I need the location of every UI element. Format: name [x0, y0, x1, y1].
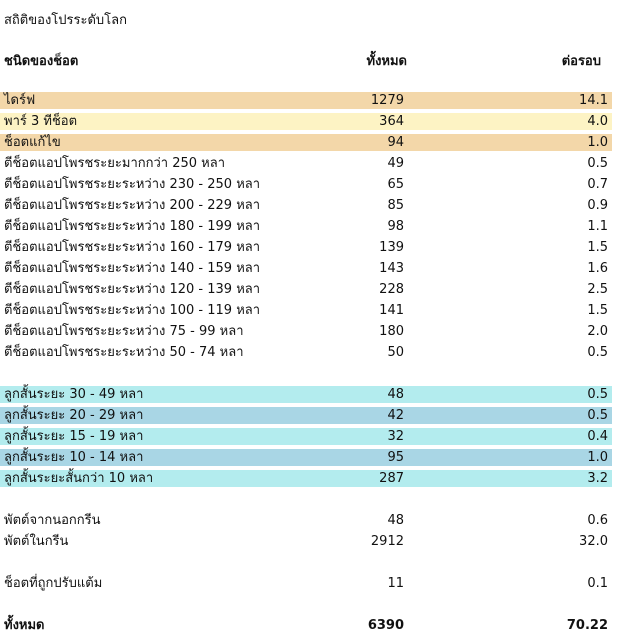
row-per-round: 0.5 [587, 387, 608, 402]
row-per-round: 1.0 [587, 135, 608, 150]
table-row [0, 113, 612, 130]
row-label: ตีช็อตแอปโพรชระยะระหว่าง 75 - 99 หลา [4, 324, 244, 339]
row-per-round: 1.1 [587, 219, 608, 234]
row-label: ลูกสั้นระยะ 15 - 19 หลา [4, 429, 144, 444]
header-total: ทั้งหมด [366, 54, 407, 69]
row-per-round: 1.6 [587, 261, 608, 276]
row-per-round: 0.5 [587, 345, 608, 360]
row-per-round: 1.5 [587, 240, 608, 255]
table-row [0, 344, 612, 361]
row-total: 2912 [370, 534, 404, 549]
table-row [0, 407, 612, 424]
row-per-round: 3.2 [587, 471, 608, 486]
total-count: 6390 [367, 618, 404, 633]
row-label: พัตต์ในกรีน [4, 534, 69, 549]
header-per-round: ต่อรอบ [561, 54, 601, 69]
row-total: 228 [379, 282, 404, 297]
row-per-round: 0.1 [587, 576, 608, 591]
row-per-round: 0.5 [587, 156, 608, 171]
table-row [0, 155, 612, 172]
row-per-round: 1.0 [587, 450, 608, 465]
table-row [0, 92, 612, 109]
total-label: ทั้งหมด [4, 618, 45, 633]
row-label: ช็อตที่ถูกปรับแต้ม [4, 576, 103, 591]
row-label: ลูกสั้นระยะ 30 - 49 หลา [4, 387, 144, 402]
row-label: ลูกสั้นระยะ 20 - 29 หลา [4, 408, 144, 423]
row-label: ช็อตแก้ไข [4, 135, 61, 150]
row-total: 143 [379, 261, 404, 276]
table-row [0, 239, 612, 256]
row-label: ไดร์ฟ [4, 93, 36, 108]
row-label: ตีช็อตแอปโพรชระยะระหว่าง 160 - 179 หลา [4, 240, 261, 255]
row-per-round: 0.5 [587, 408, 608, 423]
row-total: 48 [387, 513, 404, 528]
row-per-round: 0.4 [587, 429, 608, 444]
row-per-round: 0.7 [587, 177, 608, 192]
row-label: ตีช็อตแอปโพรชระยะระหว่าง 140 - 159 หลา [4, 261, 261, 276]
row-per-round: 32.0 [579, 534, 608, 549]
row-per-round: 1.5 [587, 303, 608, 318]
row-total: 50 [387, 345, 404, 360]
total-row [0, 617, 612, 634]
row-per-round: 2.5 [587, 282, 608, 297]
table-row [0, 281, 612, 298]
row-label: ตีช็อตแอปโพรชระยะระหว่าง 100 - 119 หลา [4, 303, 261, 318]
row-total: 94 [387, 135, 404, 150]
row-label: ตีช็อตแอปโพรชระยะระหว่าง 120 - 139 หลา [4, 282, 261, 297]
table-row [0, 512, 612, 529]
row-label: พาร์ 3 ทีช็อต [4, 114, 78, 129]
page-title: สถิติของโปรระดับโลก [4, 13, 127, 28]
row-per-round: 4.0 [587, 114, 608, 129]
table-row [0, 134, 612, 151]
row-per-round: 2.0 [587, 324, 608, 339]
row-total: 287 [379, 471, 404, 486]
row-label: ตีช็อตแอปโพรชระยะระหว่าง 50 - 74 หลา [4, 345, 244, 360]
row-label: พัตต์จากนอกกรีน [4, 513, 101, 528]
row-total: 141 [379, 303, 404, 318]
table-row [0, 323, 612, 340]
row-label: ตีช็อตแอปโพรชระยะระหว่าง 200 - 229 หลา [4, 198, 261, 213]
row-total: 95 [387, 450, 404, 465]
row-per-round: 14.1 [579, 93, 608, 108]
row-label: ลูกสั้นระยะ 10 - 14 หลา [4, 450, 144, 465]
row-total: 180 [379, 324, 404, 339]
table-row [0, 449, 612, 466]
row-label: ลูกสั้นระยะสั้นกว่า 10 หลา [4, 471, 154, 486]
row-total: 1279 [370, 93, 404, 108]
table-row [0, 470, 612, 487]
row-label: ตีช็อตแอปโพรชระยะระหว่าง 230 - 250 หลา [4, 177, 261, 192]
table-row [0, 575, 612, 592]
table-row [0, 428, 612, 445]
table-row [0, 218, 612, 235]
row-per-round: 0.9 [587, 198, 608, 213]
row-label: ตีช็อตแอปโพรชระยะระหว่าง 180 - 199 หลา [4, 219, 261, 234]
row-total: 49 [387, 156, 404, 171]
row-per-round: 0.6 [587, 513, 608, 528]
table-row [0, 386, 612, 403]
table-row [0, 176, 612, 193]
row-total: 85 [387, 198, 404, 213]
header-shot-type: ชนิดของช็อต [4, 54, 79, 69]
total-per-round: 70.22 [566, 618, 608, 633]
row-total: 48 [387, 387, 404, 402]
row-total: 364 [379, 114, 404, 129]
table-row [0, 302, 612, 319]
row-total: 42 [387, 408, 404, 423]
table-row [0, 197, 612, 214]
row-total: 32 [387, 429, 404, 444]
table-row [0, 260, 612, 277]
row-total: 11 [387, 576, 404, 591]
row-total: 139 [379, 240, 404, 255]
row-total: 98 [387, 219, 404, 234]
row-total: 65 [387, 177, 404, 192]
row-label: ตีช็อตแอปโพรชระยะมากกว่า 250 หลา [4, 156, 225, 171]
table-row [0, 533, 612, 550]
